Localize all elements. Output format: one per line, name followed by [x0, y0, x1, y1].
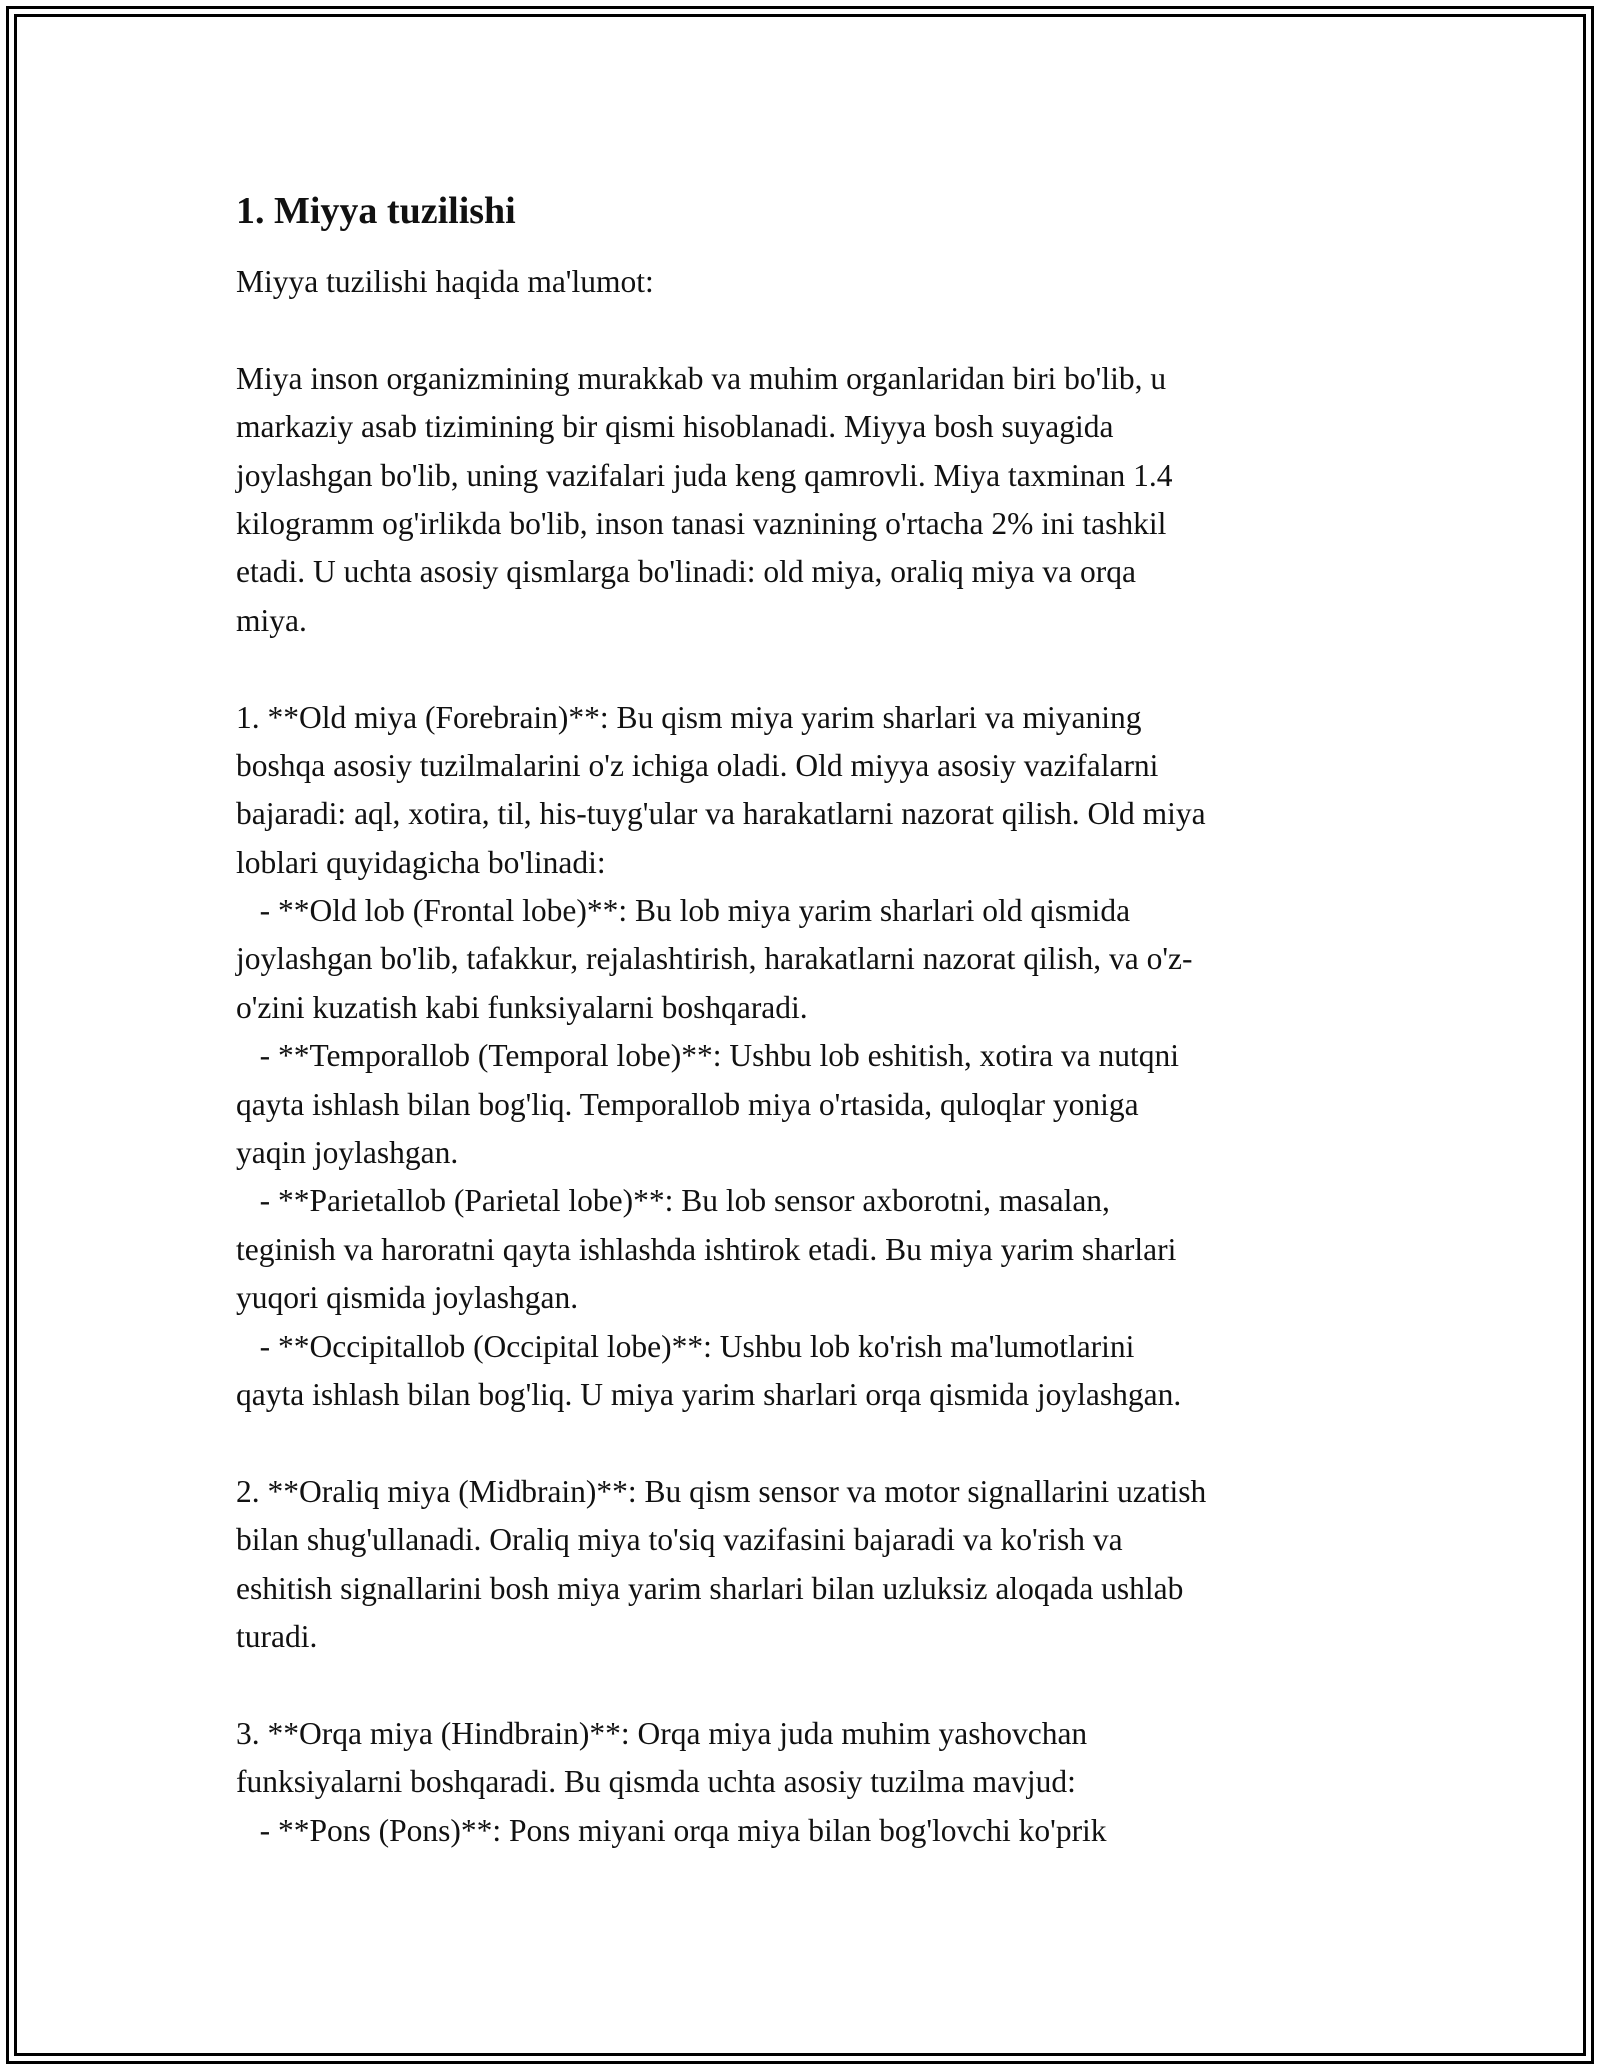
- text-line: boshqa asosiy tuzilmalarini o'z ichiga oladi. Old miyya asosiy vazifalarni: [236, 747, 1159, 783]
- document-body: [236, 186, 1376, 1855]
- text-line: bilan shug'ullanadi. Oraliq miya to'siq vazifasini bajaradi va ko'rish va: [236, 1522, 1123, 1558]
- text-line: joylashgan bo'lib, uning vazifalari juda keng qamrovli. Miya taxminan 1.4: [236, 457, 1173, 493]
- text-line: Miyya tuzilishi haqida ma'lumot:: [236, 264, 654, 299]
- text-line: o'zini kuzatish kabi funksiyalarni boshqaradi.: [236, 989, 808, 1025]
- text-line: funksiyalarni boshqaradi. Bu qismda uchta asosiy tuzilma mavjud:: [236, 1764, 1076, 1800]
- text-line: - **Temporallob (Temporal lobe)**: Ushbu lob eshitish, xotira va nutqni: [236, 1038, 1180, 1074]
- text-line: [236, 1419, 1376, 1467]
- text-line: yaqin joylashgan.: [236, 1135, 459, 1171]
- text-line: [236, 306, 1376, 354]
- text-line: - **Parietallob (Parietal lobe)**: Bu lob sensor axborotni, masalan,: [236, 1183, 1110, 1219]
- text-line: - **Pons (Pons)**: Pons miyani orqa miya bilan bog'lovchi ko'prik: [236, 1812, 1107, 1848]
- text-line: teginish va haroratni qayta ishlashda ishtirok etadi. Bu miya yarim sharlari: [236, 1231, 1177, 1267]
- text-line: loblari quyidagicha bo'linadi:: [236, 844, 606, 880]
- text-line: eshitish signallarini bosh miya yarim sharlari bilan uzluksiz aloqada ushlab: [236, 1570, 1184, 1606]
- text-line: qayta ishlash bilan bog'liq. U miya yarim sharlari orqa qismida joylashgan.: [236, 1376, 1182, 1412]
- text-line: [236, 1661, 1376, 1709]
- text-line: yuqori qismida joylashgan.: [236, 1280, 579, 1316]
- text-line: - **Occipitallob (Occipital lobe)**: Ushbu lob ko'rish ma'lumotlarini: [236, 1328, 1135, 1364]
- text-line: turadi.: [236, 1618, 318, 1654]
- text-line: kilogramm og'irlikda bo'lib, inson tanasi vaznining o'rtacha 2% ini tashkil: [236, 505, 1167, 541]
- text-line: - **Old lob (Frontal lobe)**: Bu lob miya yarim sharlari old qismida: [236, 893, 1131, 929]
- text-line: bajaradi: aql, xotira, til, his-tuyg'ular va harakatlarni nazorat qilish. Old miya: [236, 796, 1206, 832]
- text-line: joylashgan bo'lib, tafakkur, rejalashtirish, harakatlarni nazorat qilish, va o'z-: [236, 941, 1193, 977]
- text-lines: [236, 258, 1376, 1855]
- text-line: [236, 645, 1376, 693]
- text-line: markaziy asab tizimining bir qismi hisoblanadi. Miyya bosh suyagida: [236, 409, 1114, 445]
- text-line: Miya inson organizmining murakkab va muhim organlaridan biri bo'lib, u: [236, 360, 1167, 396]
- text-line: 3. **Orqa miya (Hindbrain)**: Orqa miya juda muhim yashovchan: [236, 1715, 1088, 1751]
- text-line: etadi. U uchta asosiy qismlarga bo'linadi: old miya, oraliq miya va orqa: [236, 554, 1137, 590]
- text-line: qayta ishlash bilan bog'liq. Temporallob miya o'rtasida, quloqlar yoniga: [236, 1086, 1139, 1122]
- text-line: 1. **Old miya (Forebrain)**: Bu qism miya yarim sharlari va miyaning: [236, 699, 1142, 735]
- section-heading: 1. Miyya tuzilishi: [236, 190, 516, 232]
- text-line: 2. **Oraliq miya (Midbrain)**: Bu qism sensor va motor signallarini uzatish: [236, 1473, 1207, 1509]
- text-line: miya.: [236, 602, 307, 638]
